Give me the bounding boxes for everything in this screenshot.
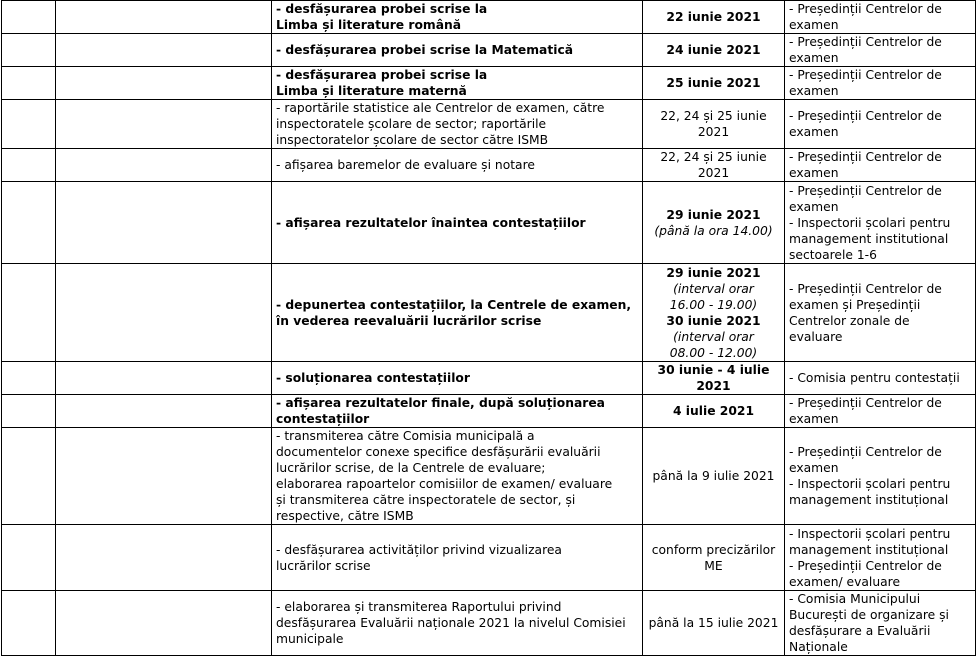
text-line: evaluare — [789, 329, 843, 344]
text-line: - Președinții Centrelor de — [789, 109, 942, 123]
empty-index-cell — [2, 264, 56, 362]
text-line: (până la ora 14.00) — [654, 223, 773, 238]
text-line: Limba și literature maternă — [276, 84, 467, 98]
empty-stage-cell — [56, 428, 272, 525]
responsible-cell — [785, 362, 976, 395]
empty-index-cell — [2, 100, 56, 149]
text-line: examen — [789, 166, 839, 180]
empty-stage-cell — [56, 362, 272, 395]
text-line: elaborarea rapoartelor comisiilor de examen/ evaluare — [276, 477, 613, 491]
text-line: - depunertea contestațiilor, la Centrele de examen, — [276, 297, 632, 312]
empty-stage-cell — [56, 67, 272, 100]
date-cell — [643, 591, 785, 656]
text-line: 22, 24 și 25 iunie — [660, 109, 767, 123]
text-line: 30 iunie - 4 iulie — [657, 363, 770, 377]
text-line: Naționale — [789, 640, 848, 654]
date-cell — [643, 428, 785, 525]
text-line: - Inspectorii școlari pentru — [789, 477, 951, 491]
responsible-cell — [785, 591, 976, 656]
text-line: - Inspectorii școlari pentru — [789, 215, 951, 230]
activity-cell — [272, 264, 643, 362]
activity-cell — [272, 182, 643, 264]
text-line: 22 iunie 2021 — [666, 10, 761, 24]
empty-stage-cell — [56, 34, 272, 67]
text-line: 16.00 - 19.00) — [669, 297, 758, 312]
text-line: (interval orar — [673, 329, 754, 344]
empty-index-cell — [2, 149, 56, 182]
activity-cell — [272, 428, 643, 525]
text-line: desfășurarea Evaluării naționale 2021 la nivelul Comisiei — [276, 616, 626, 630]
text-line: - desfășurarea probei scrise la Matematică — [276, 43, 574, 57]
table-row — [2, 67, 976, 100]
schedule-table — [1, 0, 976, 656]
table-row — [2, 395, 976, 428]
text-line: 2021 — [697, 166, 730, 180]
text-line: examen — [789, 84, 839, 98]
text-line: contestațiilor — [276, 412, 370, 426]
empty-stage-cell — [56, 525, 272, 591]
text-line: examen și Președinții — [789, 297, 921, 312]
table-row — [2, 182, 976, 264]
empty-index-cell — [2, 428, 56, 525]
text-line: Centrelor zonale de — [789, 313, 910, 328]
responsible-cell — [785, 67, 976, 100]
empty-stage-cell — [56, 1, 272, 34]
text-line: 25 iunie 2021 — [666, 76, 761, 90]
text-line: - elaborarea și transmiterea Raportului privind — [276, 600, 562, 614]
empty-stage-cell — [56, 264, 272, 362]
responsible-cell — [785, 264, 976, 362]
date-cell — [643, 182, 785, 264]
table-row — [2, 264, 976, 362]
empty-stage-cell — [56, 100, 272, 149]
text-line: - Președinții Centrelor de — [789, 68, 942, 82]
activity-cell — [272, 100, 643, 149]
responsible-cell — [785, 149, 976, 182]
text-line: 2021 — [697, 125, 730, 139]
responsible-cell — [785, 395, 976, 428]
text-line: - Comisia pentru contestații — [789, 371, 960, 385]
empty-index-cell — [2, 525, 56, 591]
empty-stage-cell — [56, 395, 272, 428]
date-cell — [643, 1, 785, 34]
empty-index-cell — [2, 1, 56, 34]
table-row — [2, 149, 976, 182]
text-line: - raportările statistice ale Centrelor de examen, către — [276, 101, 605, 115]
text-line: în vederea reevaluării lucrărilor scrise — [276, 313, 542, 328]
text-line: (interval orar — [673, 281, 754, 296]
text-line: examen — [789, 125, 839, 139]
text-line: lucrărilor scrise — [276, 558, 371, 573]
text-line: inspectoratele școlare de sector; raportările — [276, 117, 547, 131]
text-line: - Președinții Centrelor de — [789, 183, 942, 198]
text-line: - Președinții Centrelor de — [789, 2, 942, 16]
date-value: 30 iunie 2021 — [666, 313, 761, 328]
text-line: - desfășurarea probei scrise la — [276, 2, 488, 16]
text-line: - Președinții Centrelor de — [789, 445, 942, 459]
text-line: lucrărilor scrise, de la Centrele de evaluare; — [276, 461, 546, 475]
text-line: 08.00 - 12.00) — [669, 345, 758, 360]
date-cell — [643, 525, 785, 591]
text-line: examen — [789, 461, 839, 475]
text-line: examen — [789, 51, 839, 65]
table-row — [2, 525, 976, 591]
empty-index-cell — [2, 182, 56, 264]
text-line: examen — [789, 199, 839, 214]
empty-index-cell — [2, 362, 56, 395]
responsible-cell — [785, 428, 976, 525]
empty-index-cell — [2, 395, 56, 428]
text-line: - Președinții Centrelor de — [789, 558, 942, 573]
text-line: municipale — [276, 632, 344, 646]
activity-cell — [272, 1, 643, 34]
text-line: 24 iunie 2021 — [666, 43, 761, 57]
date-cell — [643, 264, 785, 362]
text-line: - afișarea baremelor de evaluare și notare — [276, 158, 535, 172]
table-row — [2, 362, 976, 395]
date-cell — [643, 34, 785, 67]
text-line: documentelor conexe specifice desfășurării evaluării — [276, 445, 601, 459]
text-line: desfășurare a Evaluării — [789, 624, 931, 638]
text-line: conform precizărilor — [651, 542, 776, 557]
text-line: și transmiterea către inspectoratele de sector, și — [276, 493, 576, 507]
empty-stage-cell — [56, 591, 272, 656]
responsible-cell — [785, 182, 976, 264]
text-line: București de organizare și — [789, 608, 949, 622]
activity-cell — [272, 67, 643, 100]
text-line: - Președinții Centrelor de — [789, 396, 942, 410]
table-row — [2, 100, 976, 149]
date-cell — [643, 67, 785, 100]
schedule-table-body — [2, 1, 976, 656]
table-row — [2, 428, 976, 525]
text-line: - afișarea rezultatelor înaintea contestațiilor — [276, 215, 586, 230]
text-line: management institutional — [789, 231, 949, 246]
text-line: Limba și literature română — [276, 18, 462, 32]
responsible-cell — [785, 525, 976, 591]
table-row — [2, 1, 976, 34]
responsible-cell — [785, 1, 976, 34]
text-line: respective, către ISMB — [276, 509, 414, 523]
text-line: sectoarele 1-6 — [789, 247, 877, 262]
table-row — [2, 591, 976, 656]
empty-stage-cell — [56, 182, 272, 264]
date-cell — [643, 149, 785, 182]
activity-cell — [272, 362, 643, 395]
text-line: - Președinții Centrelor de — [789, 281, 942, 296]
empty-index-cell — [2, 67, 56, 100]
text-line: inspectoratelor școlare de sector către ISMB — [276, 133, 549, 147]
text-line: management instituțional — [789, 542, 949, 557]
date-cell — [643, 395, 785, 428]
text-line: - Președinții Centrelor de — [789, 150, 942, 164]
text-line: examen — [789, 412, 839, 426]
activity-cell — [272, 149, 643, 182]
date-cell — [643, 362, 785, 395]
text-line: examen — [789, 18, 839, 32]
date-cell — [643, 100, 785, 149]
activity-cell — [272, 34, 643, 67]
responsible-cell — [785, 100, 976, 149]
text-line: management instituțional — [789, 493, 949, 507]
text-line: - Inspectorii școlari pentru — [789, 526, 951, 541]
activity-cell — [272, 395, 643, 428]
text-line: - transmiterea către Comisia municipală a — [276, 429, 535, 443]
text-line: - soluționarea contestațiilor — [276, 371, 470, 385]
text-line: 2021 — [696, 379, 731, 393]
text-line: examen/ evaluare — [789, 574, 901, 589]
empty-index-cell — [2, 591, 56, 656]
empty-stage-cell — [56, 149, 272, 182]
text-line: ME — [704, 558, 723, 573]
text-line: - Comisia Municipului — [789, 592, 921, 606]
text-line: până la 9 iulie 2021 — [652, 469, 775, 483]
text-line: până la 15 iulie 2021 — [648, 616, 779, 630]
text-line: - Președinții Centrelor de — [789, 35, 942, 49]
text-line: 4 iulie 2021 — [672, 404, 755, 418]
activity-cell — [272, 591, 643, 656]
activity-cell — [272, 525, 643, 591]
responsible-cell — [785, 34, 976, 67]
table-row — [2, 34, 976, 67]
text-line: - desfășurarea activităților privind vizualizarea — [276, 542, 562, 557]
text-line: - afișarea rezultatelor finale, după soluționarea — [276, 396, 605, 410]
empty-index-cell — [2, 34, 56, 67]
text-line: - desfășurarea probei scrise la — [276, 68, 488, 82]
text-line: 29 iunie 2021 — [666, 207, 761, 222]
date-value: 29 iunie 2021 — [666, 265, 761, 280]
text-line: 22, 24 și 25 iunie — [660, 150, 767, 164]
